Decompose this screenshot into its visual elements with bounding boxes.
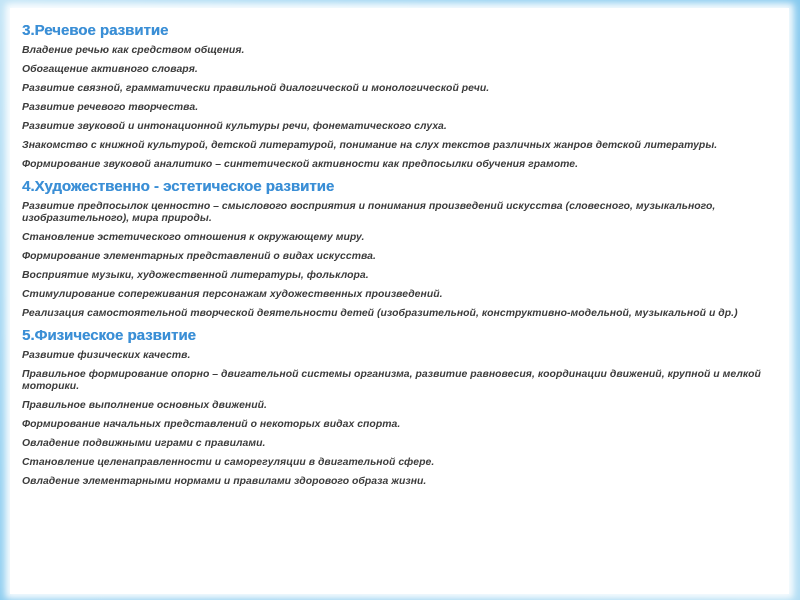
- slide-content: [22, 22, 772, 495]
- list-item: Развитие физических качеств.: [22, 350, 191, 361]
- list-item: Знакомство с книжной культурой, детской литературой, понимание на слух текстов различных жанров детской литературы.: [22, 140, 718, 151]
- list-item: Обогащение активного словаря.: [22, 64, 198, 75]
- section-items: [22, 201, 772, 320]
- section-heading: 5.Физическое развитие: [22, 327, 196, 344]
- section-items: [22, 45, 772, 171]
- list-item: Правильное формирование опорно – двигательной системы организма, развитие равновесия, координации движений, крупной и мелкой моторики.: [22, 369, 761, 392]
- section-speech-development: [22, 22, 772, 171]
- list-item: Правильное выполнение основных движений.: [22, 400, 267, 411]
- list-item: Владение речью как средством общения.: [22, 45, 245, 56]
- list-item: Развитие звуковой и интонационной культуры речи, фонематического слуха.: [22, 121, 447, 132]
- section-heading: 3.Речевое развитие: [22, 22, 169, 39]
- section-items: [22, 350, 772, 488]
- section-artistic-aesthetic-development: [22, 178, 772, 320]
- section-physical-development: [22, 327, 772, 488]
- list-item: Восприятие музыки, художественной литературы, фольклора.: [22, 270, 369, 281]
- list-item: Развитие связной, грамматически правильной диалогической и монологической речи.: [22, 83, 490, 94]
- list-item: Овладение элементарными нормами и правилами здорового образа жизни.: [22, 476, 427, 487]
- slide: [10, 8, 789, 594]
- list-item: Овладение подвижными играми с правилами.: [22, 438, 266, 449]
- list-item: Становление эстетического отношения к окружающему миру.: [22, 232, 365, 243]
- list-item: Формирование элементарных представлений о видах искусства.: [22, 251, 376, 262]
- list-item: Стимулирование сопереживания персонажам художественных произведений.: [22, 289, 443, 300]
- list-item: Формирование звуковой аналитико – синтетической активности как предпосылки обучения грамоте.: [22, 159, 579, 170]
- list-item: Формирование начальных представлений о некоторых видах спорта.: [22, 419, 401, 430]
- list-item: Развитие речевого творчества.: [22, 102, 199, 113]
- section-heading: 4.Художественно - эстетическое развитие: [22, 178, 335, 195]
- list-item: Развитие предпосылок ценностно – смыслового восприятия и понимания произведений искусства (словесного, музыкального, изобразительного), мира природы.: [22, 201, 716, 224]
- list-item: Становление целенаправленности и саморегуляции в двигательной сфере.: [22, 457, 435, 468]
- list-item: Реализация самостоятельной творческой деятельности детей (изобразительной, конструктивно-модельной, музыкальной и др.): [22, 308, 738, 319]
